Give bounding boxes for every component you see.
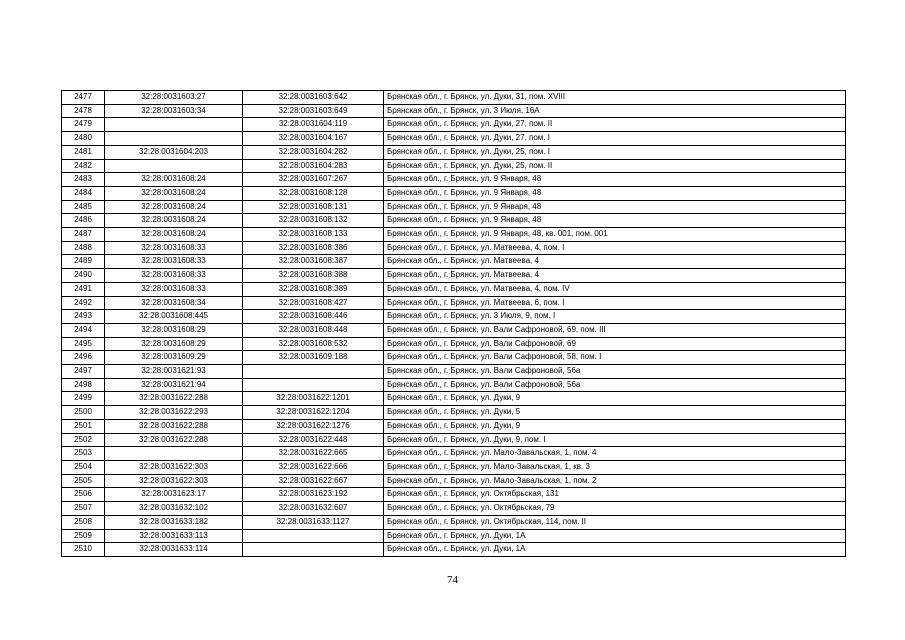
land-cadastral-number-cell: 32:28:0031608:24 bbox=[105, 214, 243, 228]
land-cadastral-number-cell: 32:28:0031608:29 bbox=[105, 323, 243, 337]
land-cadastral-number-cell bbox=[105, 118, 243, 132]
building-cadastral-number-cell bbox=[243, 378, 384, 392]
table-row bbox=[62, 296, 846, 310]
building-cadastral-number-cell: 32:28:0031608:132 bbox=[243, 214, 384, 228]
table-row bbox=[62, 378, 846, 392]
land-cadastral-number-cell: 32:28:0031608:33 bbox=[105, 282, 243, 296]
property-register-table bbox=[61, 90, 846, 557]
land-cadastral-number-cell: 32:28:0031621:93 bbox=[105, 365, 243, 379]
row-number-cell: 2481 bbox=[62, 145, 105, 159]
row-number-cell: 2479 bbox=[62, 118, 105, 132]
table-row bbox=[62, 460, 846, 474]
land-cadastral-number-cell: 32:28:0031603:27 bbox=[105, 91, 243, 105]
address-cell: Брянская обл., г. Брянск, ул. Дуки, 27, пом. I bbox=[384, 132, 846, 146]
address-cell: Брянская обл., г. Брянск, ул. Матвеева, 4 bbox=[384, 269, 846, 283]
address-cell: Брянская обл., г. Брянск, ул. 3 Июля, 16А bbox=[384, 104, 846, 118]
land-cadastral-number-cell: 32:28:0031608:24 bbox=[105, 200, 243, 214]
row-number-cell: 2500 bbox=[62, 406, 105, 420]
building-cadastral-number-cell: 32:28:0031622:1204 bbox=[243, 406, 384, 420]
land-cadastral-number-cell: 32:28:0031633:182 bbox=[105, 515, 243, 529]
land-cadastral-number-cell: 32:28:0031608:33 bbox=[105, 269, 243, 283]
building-cadastral-number-cell: 32:28:0031604:119 bbox=[243, 118, 384, 132]
land-cadastral-number-cell: 32:28:0031632:102 bbox=[105, 502, 243, 516]
row-number-cell: 2510 bbox=[62, 543, 105, 557]
building-cadastral-number-cell: 32:28:0031622:1276 bbox=[243, 419, 384, 433]
table-row bbox=[62, 337, 846, 351]
building-cadastral-number-cell: 32:28:0031608:448 bbox=[243, 323, 384, 337]
building-cadastral-number-cell: 32:28:0031608:388 bbox=[243, 269, 384, 283]
building-cadastral-number-cell: 32:28:0031622:666 bbox=[243, 460, 384, 474]
land-cadastral-number-cell: 32:28:0031622:288 bbox=[105, 433, 243, 447]
table-row bbox=[62, 365, 846, 379]
address-cell: Брянская обл., г. Брянск, ул. Октябрьская, 131 bbox=[384, 488, 846, 502]
building-cadastral-number-cell: 32:28:0031622:667 bbox=[243, 474, 384, 488]
building-cadastral-number-cell: 32:28:0031622:448 bbox=[243, 433, 384, 447]
table-row bbox=[62, 323, 846, 337]
row-number-cell: 2506 bbox=[62, 488, 105, 502]
table-row bbox=[62, 474, 846, 488]
address-cell: Брянская обл., г. Брянск, ул. Мало-Завальская, 1, пом. 2 bbox=[384, 474, 846, 488]
land-cadastral-number-cell: 32:28:0031608:24 bbox=[105, 186, 243, 200]
building-cadastral-number-cell bbox=[243, 543, 384, 557]
address-cell: Брянская обл., г. Брянск, ул. Мало-Завальская, 1, пом. 4 bbox=[384, 447, 846, 461]
row-number-cell: 2483 bbox=[62, 173, 105, 187]
building-cadastral-number-cell: 32:28:0031603:642 bbox=[243, 91, 384, 105]
row-number-cell: 2501 bbox=[62, 419, 105, 433]
table-row bbox=[62, 132, 846, 146]
address-cell: Брянская обл., г. Брянск, ул. Дуки, 1А bbox=[384, 543, 846, 557]
land-cadastral-number-cell: 32:28:0031622:303 bbox=[105, 474, 243, 488]
land-cadastral-number-cell: 32:28:0031608:33 bbox=[105, 255, 243, 269]
address-cell: Брянская обл., г. Брянск, ул. Матвеева, 4, пом. I bbox=[384, 241, 846, 255]
row-number-cell: 2505 bbox=[62, 474, 105, 488]
row-number-cell: 2494 bbox=[62, 323, 105, 337]
land-cadastral-number-cell bbox=[105, 447, 243, 461]
table-row bbox=[62, 173, 846, 187]
row-number-cell: 2508 bbox=[62, 515, 105, 529]
address-cell: Брянская обл., г. Брянск, ул. Октябрьская, 114, пом. II bbox=[384, 515, 846, 529]
land-cadastral-number-cell: 32:28:0031608:34 bbox=[105, 296, 243, 310]
address-cell: Брянская обл., г. Брянск, ул. Матвеева, 4 bbox=[384, 255, 846, 269]
address-cell: Брянская обл., г. Брянск, ул. Дуки, 27, пом. II bbox=[384, 118, 846, 132]
row-number-cell: 2484 bbox=[62, 186, 105, 200]
row-number-cell: 2488 bbox=[62, 241, 105, 255]
land-cadastral-number-cell: 32:28:0031608:445 bbox=[105, 310, 243, 324]
row-number-cell: 2498 bbox=[62, 378, 105, 392]
building-cadastral-number-cell: 32:28:0031603:649 bbox=[243, 104, 384, 118]
land-cadastral-number-cell: 32:28:0031621:94 bbox=[105, 378, 243, 392]
row-number-cell: 2502 bbox=[62, 433, 105, 447]
row-number-cell: 2504 bbox=[62, 460, 105, 474]
address-cell: Брянская обл., г. Брянск, ул. Дуки, 9 bbox=[384, 419, 846, 433]
building-cadastral-number-cell: 32:28:0031608:532 bbox=[243, 337, 384, 351]
table-row bbox=[62, 145, 846, 159]
address-cell: Брянская обл., г. Брянск, ул. Вали Сафроновой, 56а bbox=[384, 378, 846, 392]
table-row bbox=[62, 186, 846, 200]
row-number-cell: 2489 bbox=[62, 255, 105, 269]
row-number-cell: 2507 bbox=[62, 502, 105, 516]
building-cadastral-number-cell: 32:28:0031608:427 bbox=[243, 296, 384, 310]
table-row bbox=[62, 282, 846, 296]
row-number-cell: 2477 bbox=[62, 91, 105, 105]
land-cadastral-number-cell: 32:28:0031623:17 bbox=[105, 488, 243, 502]
table-row bbox=[62, 392, 846, 406]
row-number-cell: 2485 bbox=[62, 200, 105, 214]
address-cell: Брянская обл., г. Брянск, ул. Дуки, 9, пом. I bbox=[384, 433, 846, 447]
address-cell: Брянская обл., г. Брянск, ул. Вали Сафроновой, 69 bbox=[384, 337, 846, 351]
table-row bbox=[62, 543, 846, 557]
building-cadastral-number-cell: 32:28:0031608:131 bbox=[243, 200, 384, 214]
address-cell: Брянская обл., г. Брянск, ул. Матвеева, 4, пом. IV bbox=[384, 282, 846, 296]
land-cadastral-number-cell: 32:28:0031609:29 bbox=[105, 351, 243, 365]
address-cell: Брянская обл., г. Брянск, ул. 9 Января, 48 bbox=[384, 173, 846, 187]
row-number-cell: 2509 bbox=[62, 529, 105, 543]
address-cell: Брянская обл., г. Брянск, ул. Октябрьская, 79 bbox=[384, 502, 846, 516]
row-number-cell: 2496 bbox=[62, 351, 105, 365]
building-cadastral-number-cell: 32:28:0031622:1201 bbox=[243, 392, 384, 406]
land-cadastral-number-cell: 32:28:0031608:33 bbox=[105, 241, 243, 255]
address-cell: Брянская обл., г. Брянск, ул. Дуки, 1А bbox=[384, 529, 846, 543]
address-cell: Брянская обл., г. Брянск, ул. 9 Января, 48 bbox=[384, 214, 846, 228]
table-row bbox=[62, 159, 846, 173]
table-row bbox=[62, 255, 846, 269]
row-number-cell: 2490 bbox=[62, 269, 105, 283]
row-number-cell: 2482 bbox=[62, 159, 105, 173]
row-number-cell: 2491 bbox=[62, 282, 105, 296]
address-cell: Брянская обл., г. Брянск, ул. Дуки, 9 bbox=[384, 392, 846, 406]
row-number-cell: 2492 bbox=[62, 296, 105, 310]
row-number-cell: 2478 bbox=[62, 104, 105, 118]
land-cadastral-number-cell: 32:28:0031622:303 bbox=[105, 460, 243, 474]
address-cell: Брянская обл., г. Брянск, ул. Дуки, 25, пом. II bbox=[384, 159, 846, 173]
row-number-cell: 2486 bbox=[62, 214, 105, 228]
land-cadastral-number-cell: 32:28:0031608:29 bbox=[105, 337, 243, 351]
building-cadastral-number-cell: 32:28:0031633:1127 bbox=[243, 515, 384, 529]
building-cadastral-number-cell: 32:28:0031608:387 bbox=[243, 255, 384, 269]
row-number-cell: 2480 bbox=[62, 132, 105, 146]
building-cadastral-number-cell: 32:28:0031632:607 bbox=[243, 502, 384, 516]
row-number-cell: 2493 bbox=[62, 310, 105, 324]
land-cadastral-number-cell: 32:28:0031633:114 bbox=[105, 543, 243, 557]
row-number-cell: 2487 bbox=[62, 228, 105, 242]
table-row bbox=[62, 200, 846, 214]
table-row bbox=[62, 515, 846, 529]
address-cell: Брянская обл., г. Брянск, ул. Мало-Завальская, 1, кв. 3 bbox=[384, 460, 846, 474]
table-row bbox=[62, 241, 846, 255]
building-cadastral-number-cell: 32:28:0031623:192 bbox=[243, 488, 384, 502]
table-row bbox=[62, 228, 846, 242]
building-cadastral-number-cell: 32:28:0031608:446 bbox=[243, 310, 384, 324]
table-row bbox=[62, 488, 846, 502]
row-number-cell: 2503 bbox=[62, 447, 105, 461]
address-cell: Брянская обл., г. Брянск, ул. Матвеева, 6, пом. I bbox=[384, 296, 846, 310]
address-cell: Брянская обл., г. Брянск, ул. Вали Сафроновой, 69, пом. III bbox=[384, 323, 846, 337]
table-row bbox=[62, 447, 846, 461]
address-cell: Брянская обл., г. Брянск, ул. 9 Января, 48 bbox=[384, 200, 846, 214]
table-row bbox=[62, 351, 846, 365]
page-number: 74 bbox=[447, 574, 458, 586]
address-cell: Брянская обл., г. Брянск, ул. 9 Января, 48 bbox=[384, 186, 846, 200]
building-cadastral-number-cell: 32:28:0031604:282 bbox=[243, 145, 384, 159]
address-cell: Брянская обл., г. Брянск, ул. 3 Июля, 9, пом. I bbox=[384, 310, 846, 324]
building-cadastral-number-cell bbox=[243, 365, 384, 379]
row-number-cell: 2495 bbox=[62, 337, 105, 351]
address-cell: Брянская обл., г. Брянск, ул. Вали Сафроновой, 56а bbox=[384, 365, 846, 379]
table-row bbox=[62, 269, 846, 283]
building-cadastral-number-cell: 32:28:0031604:167 bbox=[243, 132, 384, 146]
building-cadastral-number-cell: 32:28:0031607:267 bbox=[243, 173, 384, 187]
table-row bbox=[62, 118, 846, 132]
building-cadastral-number-cell: 32:28:0031609:188 bbox=[243, 351, 384, 365]
land-cadastral-number-cell: 32:28:0031608:24 bbox=[105, 228, 243, 242]
table-row bbox=[62, 91, 846, 105]
land-cadastral-number-cell: 32:28:0031608:24 bbox=[105, 173, 243, 187]
building-cadastral-number-cell: 32:28:0031622:665 bbox=[243, 447, 384, 461]
building-cadastral-number-cell: 32:28:0031608:386 bbox=[243, 241, 384, 255]
land-cadastral-number-cell bbox=[105, 159, 243, 173]
address-cell: Брянская обл., г. Брянск, ул. Дуки, 31, пом. XVIII bbox=[384, 91, 846, 105]
land-cadastral-number-cell bbox=[105, 132, 243, 146]
address-cell: Брянская обл., г. Брянск, ул. Вали Сафроновой, 58, пом. I bbox=[384, 351, 846, 365]
table-row bbox=[62, 433, 846, 447]
land-cadastral-number-cell: 32:28:0031604:203 bbox=[105, 145, 243, 159]
table-row bbox=[62, 502, 846, 516]
table-row bbox=[62, 529, 846, 543]
building-cadastral-number-cell: 32:28:0031604:283 bbox=[243, 159, 384, 173]
table-body bbox=[62, 91, 846, 557]
building-cadastral-number-cell: 32:28:0031608:133 bbox=[243, 228, 384, 242]
row-number-cell: 2497 bbox=[62, 365, 105, 379]
land-cadastral-number-cell: 32:28:0031633:113 bbox=[105, 529, 243, 543]
table-row bbox=[62, 310, 846, 324]
row-number-cell: 2499 bbox=[62, 392, 105, 406]
address-cell: Брянская обл., г. Брянск, ул. Дуки, 25, пом. I bbox=[384, 145, 846, 159]
land-cadastral-number-cell: 32:28:0031622:293 bbox=[105, 406, 243, 420]
table-row bbox=[62, 214, 846, 228]
land-cadastral-number-cell: 32:28:0031603:34 bbox=[105, 104, 243, 118]
building-cadastral-number-cell bbox=[243, 529, 384, 543]
table-row bbox=[62, 104, 846, 118]
table-row bbox=[62, 406, 846, 420]
land-cadastral-number-cell: 32:28:0031622:288 bbox=[105, 392, 243, 406]
building-cadastral-number-cell: 32:28:0031608:128 bbox=[243, 186, 384, 200]
land-cadastral-number-cell: 32:28:0031622:288 bbox=[105, 419, 243, 433]
address-cell: Брянская обл., г. Брянск, ул. 9 Января, 48, кв. 001, пом. 001 bbox=[384, 228, 846, 242]
address-cell: Брянская обл., г. Брянск, ул. Дуки, 5 bbox=[384, 406, 846, 420]
table-row bbox=[62, 419, 846, 433]
building-cadastral-number-cell: 32:28:0031608:389 bbox=[243, 282, 384, 296]
